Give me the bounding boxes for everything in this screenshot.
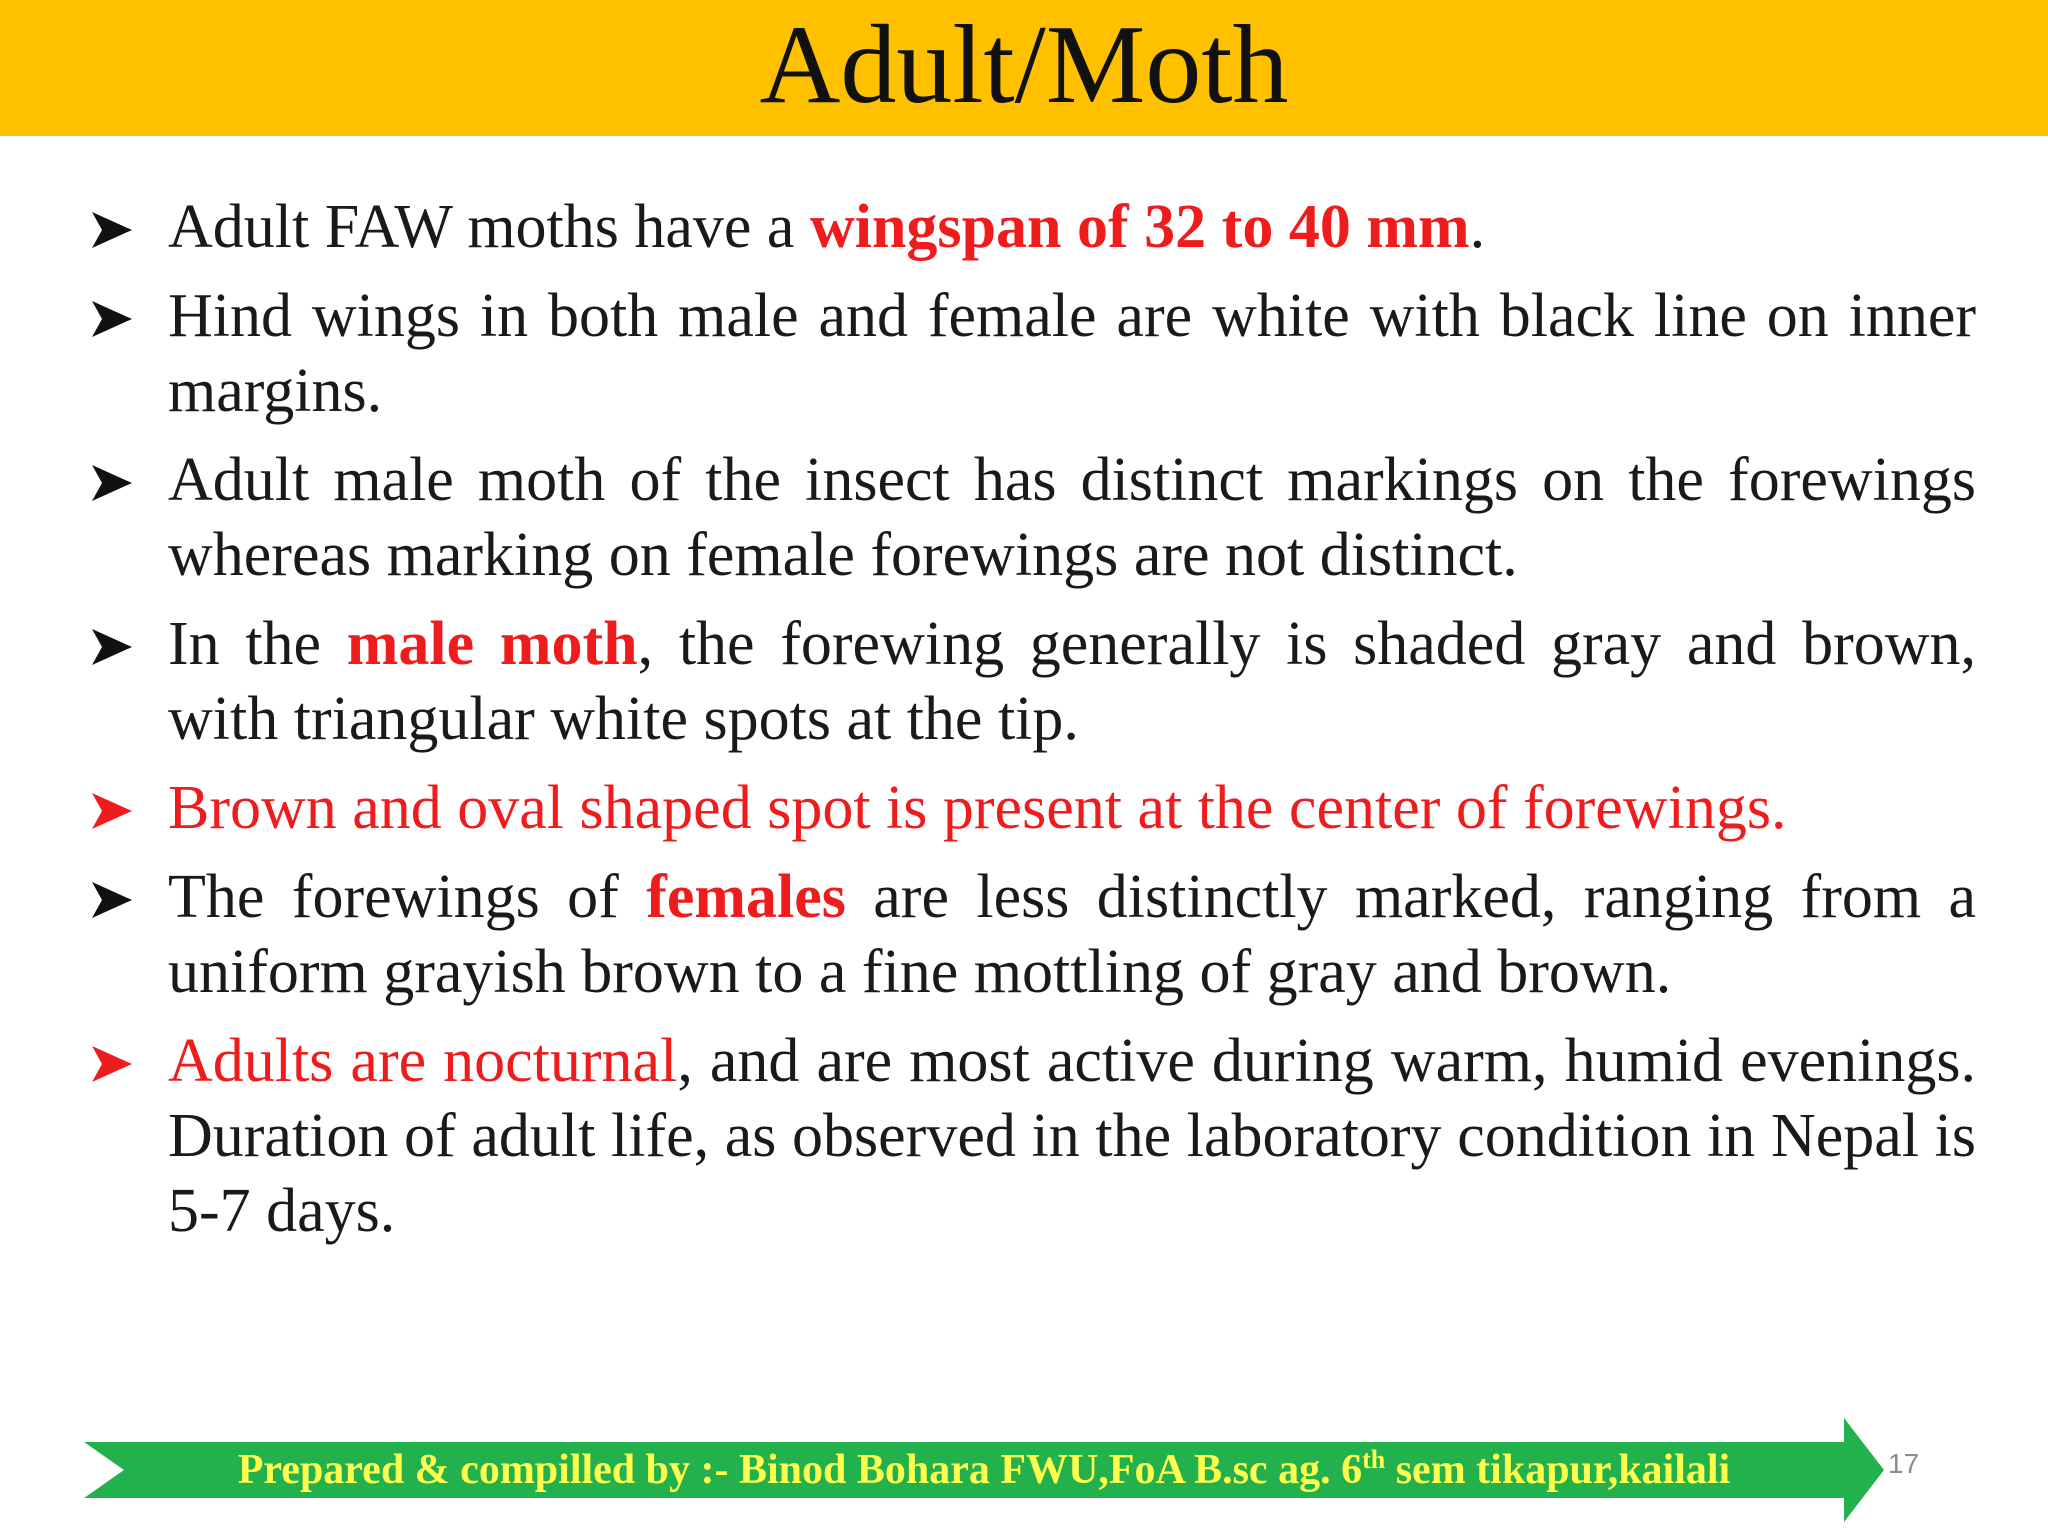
highlight-nocturnal: Adults are nocturnal [168, 1027, 678, 1095]
bullet-male-markings [90, 443, 1976, 593]
arrowhead-bullet-icon [90, 791, 134, 831]
page-number: 17 [1888, 1448, 1920, 1479]
highlight-male-moth: male moth [346, 610, 638, 678]
arrowhead-bullet-icon [90, 1044, 134, 1084]
bullet-text: Brown and oval shaped spot is present at the center of forewings. [168, 774, 1787, 842]
highlight-females: females [646, 863, 846, 931]
arrowhead-bullet-icon [90, 880, 134, 920]
footer-credit [84, 1416, 1884, 1524]
arrowhead-bullet-icon [90, 463, 134, 503]
bullet-list [90, 190, 1976, 1263]
bullet-nocturnal [90, 1024, 1976, 1249]
highlight-wingspan: wingspan of 32 to 40 mm [809, 193, 1470, 261]
arrowhead-bullet-icon [90, 627, 134, 667]
bullet-text: Adult male moth of the insect has distinct markings on the forewings whereas marking on female forewings are not distinct. [168, 446, 1976, 589]
bullet-hind-wings [90, 279, 1976, 429]
bullet-text: are less distinctly marked, ranging from a uniform grayish brown to a fine mottling of gray and brown. [168, 863, 1976, 1006]
bullet-text: In the [168, 610, 347, 678]
footer-banner [84, 1416, 1884, 1524]
bullet-female-forewings [90, 860, 1976, 1010]
bullet-male-forewing [90, 607, 1976, 757]
bullet-text: . [1469, 193, 1486, 261]
bullet-text: Hind wings in both male and female are white with black line on inner margins. [168, 282, 1976, 425]
footer-superscript: th [1362, 1445, 1386, 1474]
bullet-text: , the forewing generally is shaded gray and brown, with triangular white spots at the tip. [168, 610, 1976, 753]
footer-text-main: Prepared & compilled by :- Binod Bohara FWU,FoA B.sc ag. 6 [237, 1447, 1363, 1493]
arrowhead-bullet-icon [90, 210, 134, 250]
bullet-wingspan [90, 190, 1976, 265]
bullet-text: , and are most active during warm, humid evenings. Duration of adult life, as observed in the laboratory condition in Nepal is 5-7 days. [168, 1027, 1977, 1245]
bullet-text: The forewings of [168, 863, 647, 931]
footer-text-end: sem tikapur,kailali [1385, 1447, 1731, 1493]
bullet-oval-spot [90, 771, 1976, 846]
bullet-text: Adult FAW moths have a [168, 193, 810, 261]
slide-title: Adult/Moth [759, 3, 1289, 127]
arrowhead-bullet-icon [90, 299, 134, 339]
